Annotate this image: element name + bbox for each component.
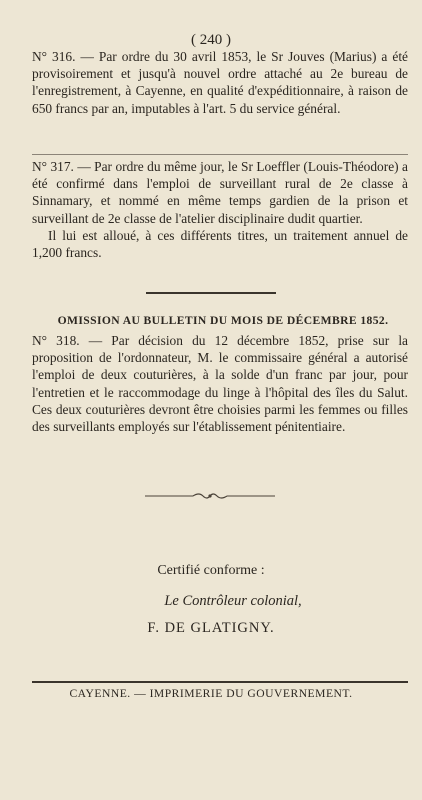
entry-316-text: N° 316. — Par ordre du 30 avril 1853, le Sr Jouves (Marius) a été provisoirement et jusqu'à nouvel ordre attaché au 2e bureau de l'enregistrement, à Cayenne, en qualité d'expéditionnaire, à raison de 650 francs par an, imputables à l'art. 5 du service général.	[32, 49, 408, 116]
signatory-name: F. DE GLATIGNY.	[147, 620, 275, 636]
entry-317	[32, 158, 408, 261]
entry-317-salary: Il lui est alloué, à ces différents titres, un traitement annuel de 1,200 francs.	[32, 227, 408, 261]
entry-316	[32, 48, 408, 117]
entry-317-text: N° 317. — Par ordre du même jour, le Sr Loeffler (Louis-Théodore) a été confirmé dans l'emploi de surveillant rural de 2e classe à Sinnamary, et nommé en même temps gardien de la prison et surveillant de 2e classe de l'atelier disciplinaire dudit quartier.	[32, 159, 408, 226]
ornament-divider	[145, 491, 275, 501]
entry-divider	[32, 154, 408, 155]
section-rule	[146, 292, 276, 294]
certified-line: Certifié conforme :	[157, 563, 265, 578]
printer-imprint: CAYENNE. — IMPRIMERIE DU GOUVERNEMENT.	[69, 687, 353, 700]
entry-318	[32, 332, 408, 435]
entry-318-text: N° 318. — Par décision du 12 décembre 1852, prise sur la proposition de l'ordonnateur, M. le commissaire général a autorisé l'emploi de deux couturières, à la solde d'un franc par jour, pour l'entretien et le raccommodage du linge à l'hôpital des îles du Salut. Ces deux couturières devront être choisies parmi les femmes ou filles des surveillants employés sur l'établissement pénitentiaire.	[32, 333, 408, 435]
signatory-title: Le Contrôleur colonial,	[164, 593, 302, 609]
page-number: ( 240 )	[191, 32, 231, 48]
omission-heading: OMISSION AU BULLETIN DU MOIS DE DÉCEMBRE 1852.	[57, 314, 389, 327]
footer-rule	[32, 681, 408, 683]
